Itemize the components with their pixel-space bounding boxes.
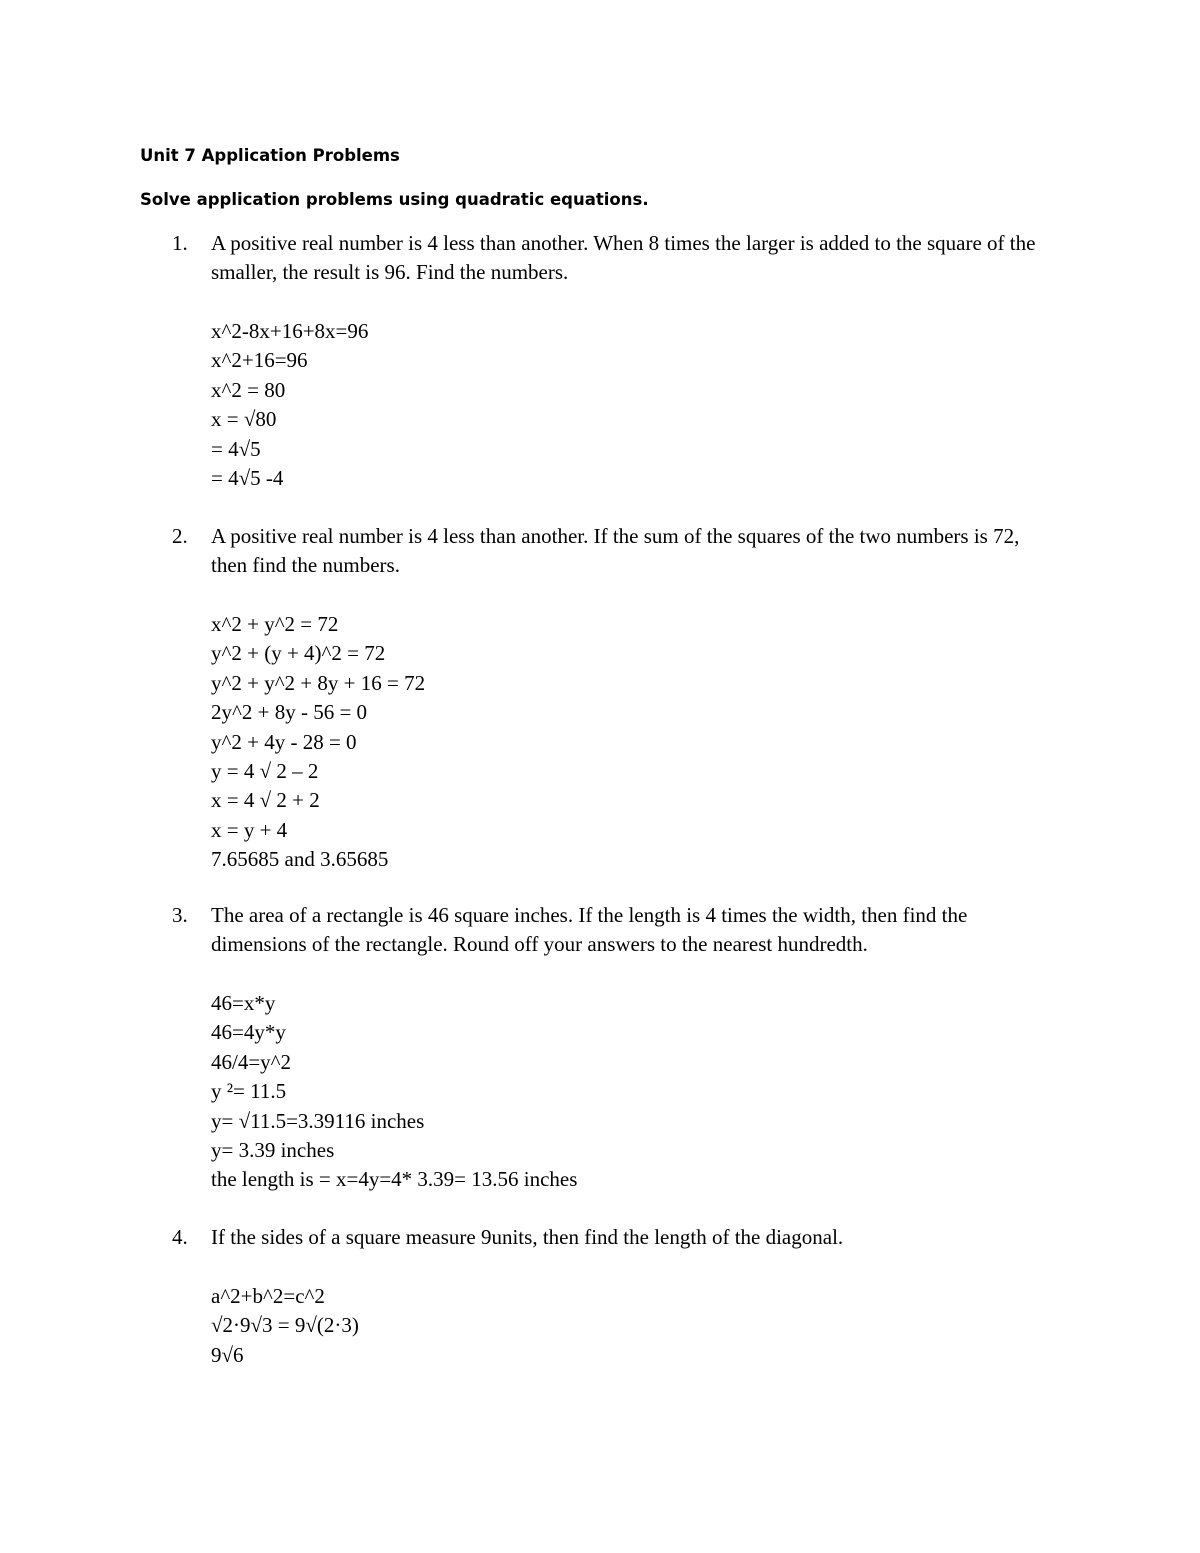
problem-number: 4. (172, 1225, 188, 1249)
work-line: 46/4=y^2 (211, 1049, 292, 1074)
document-title: Unit 7 Application Problems (140, 146, 400, 165)
work-line: x = √80 (211, 407, 277, 432)
problem-text: If the sides of a square measure 9units, then find the length of the diagonal. (211, 1225, 844, 1249)
problem-number: 1. (172, 231, 188, 255)
solution-work (211, 1282, 911, 1370)
work-line: 46=4y*y (211, 1020, 286, 1045)
solution-work (211, 610, 911, 875)
work-line: y = 4 √ 2 – 2 (211, 758, 319, 783)
work-line: 2y^2 + 8y - 56 = 0 (211, 700, 368, 725)
problem-number: 3. (172, 903, 188, 927)
work-line: √2·9√3 = 9√(2·3) (211, 1313, 359, 1338)
work-line: y^2 + 4y - 28 = 0 (211, 729, 357, 754)
work-line: y ²= 11.5 (211, 1079, 287, 1104)
problem-text: A positive real number is 4 less than another. When 8 times the larger is added to the square of the smaller, the result is 96. Find the numbers. (211, 231, 1036, 285)
work-line: x^2 + y^2 = 72 (211, 612, 339, 636)
work-line: y= 3.39 inches (211, 1137, 335, 1162)
work-line: = 4√5 -4 (211, 465, 284, 490)
work-line: a^2+b^2=c^2 (211, 1284, 325, 1308)
work-line: y= √11.5=3.39116 inches (211, 1108, 425, 1133)
work-line: x^2 = 80 (211, 377, 286, 402)
problem-text: A positive real number is 4 less than another. If the sum of the squares of the two numbers is 72, then find the numbers. (211, 524, 1020, 578)
work-line: 46=x*y (211, 991, 276, 1015)
work-line: x = 4 √ 2 + 2 (211, 788, 320, 813)
work-line: x^2+16=96 (211, 348, 308, 373)
work-line: = 4√5 (211, 436, 261, 461)
work-line: x = y + 4 (211, 817, 288, 842)
work-line: 7.65685 and 3.65685 (211, 847, 389, 872)
work-line: the length is = x=4y=4* 3.39= 13.56 inches (211, 1167, 578, 1192)
solution-work (211, 317, 911, 493)
document-subtitle: Solve application problems using quadratic equations. (140, 190, 649, 209)
work-line: x^2-8x+16+8x=96 (211, 319, 369, 343)
work-line: 9√6 (211, 1342, 244, 1367)
problem-text: The area of a rectangle is 46 square inches. If the length is 4 times the width, then find the dimensions of the rectangle. Round off your answers to the nearest hundredth. (211, 903, 968, 957)
problem-number: 2. (172, 524, 188, 548)
work-line: y^2 + (y + 4)^2 = 72 (211, 641, 386, 666)
solution-work (211, 989, 911, 1195)
work-line: y^2 + y^2 + 8y + 16 = 72 (211, 670, 426, 695)
